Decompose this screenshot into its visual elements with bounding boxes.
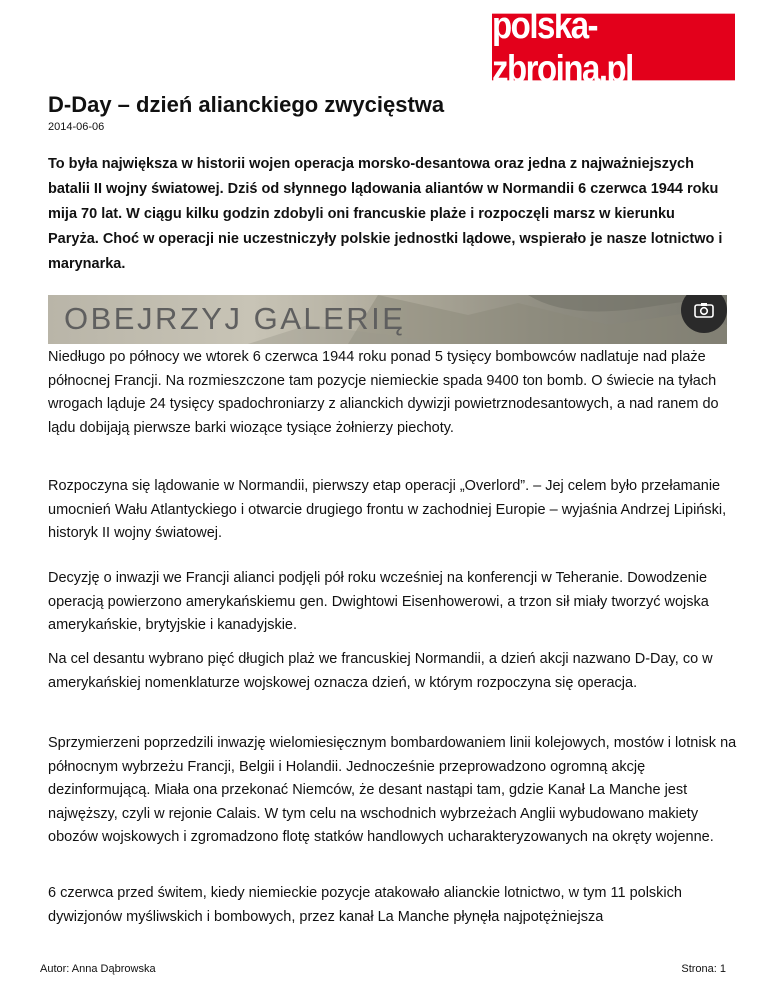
paragraph-4: Na cel desantu wybrano pięć długich plaż we francuskiej Normandii, a dzień akcji nazwano D-Day, co w amerykańskiej nomenklaturze wojskowej oznacza dzień, w którym rozpoczyna się operacja. xyxy=(48,651,713,691)
paragraph-2: Rozpoczyna się lądowanie w Normandii, pierwszy etap operacji „Overlord”. – Jej celem było przełamanie umocnień Wału Atlantyckiego i otwarcie drugiego frontu w zachodniej Europie – wyjaśnia Andrzej Lipiński, historyk II wojny światowej. xyxy=(48,478,727,541)
paragraph-1: Niedługo po północy we wtorek 6 czerwca 1944 roku ponad 5 tysięcy bombowców nadlatuje nad plaże północnej Francji. Na rozmieszczone tam pozycje niemieckie spada 9400 ton bomb. O świecie na tyłach wrogach ląduje 24 tysięcy spadochroniarzy z alianckich dywizji powietrznodesantowych, a nad ranem do lądu dobijają pierwsze barki wiozące tysiące żołnierzy piechoty. xyxy=(48,349,719,436)
footer-author: Autor: Anna Dąbrowska xyxy=(40,963,156,975)
article-title: D-Day – dzień alianckiego zwycięstwa xyxy=(48,92,445,117)
camera-icon xyxy=(694,302,714,318)
paragraph-6: 6 czerwca przed świtem, kiedy niemieckie pozycje atakowało alianckie lotnictwo, w tym 11 polskich dywizjonów myśliwskich i bombowych, przez kanał La Manche płynęła najpotężniejsza xyxy=(48,885,682,925)
footer-divider xyxy=(40,955,730,956)
paragraph-3: Decyzję o inwazji we Francji alianci podjęli pół roku wcześniej na konferencji w Teheranie. Dowodzenie operacją powierzono amerykańskiemu gen. Dwightowi Eisenhowerowi, a trzon sił miały tworzyć wojska amerykańskie, brytyjskie i kanadyjskie. xyxy=(48,570,709,633)
article-lead: To była największa w historii wojen operacja morsko-desantowa oraz jedna z najważniejszych batalii II wojny światowej. Dziś od słynnego lądowania aliantów w Normandii 6 czerwca 1944 roku mija 70 lat. W ciągu kilku godzin zdobyli oni francuskie plaże i rozpoczęli marsz w kierunku Paryża. Choć w operacji nie uczestniczyły polskie jednostki lądowe, wspierało je nasze lotnictwo i marynarka. xyxy=(48,156,723,272)
site-logo-text: polska-zbrojna.pl xyxy=(492,3,633,90)
gallery-label: OBEJRZYJ GALERIĘ xyxy=(64,301,406,336)
gallery-banner[interactable] xyxy=(48,295,727,344)
paragraph-5: Sprzymierzeni poprzedzili inwazję wielomiesięcznym bombardowaniem linii kolejowych, mostów i lotnisk na północnym wybrzeżu Francji, Belgii i Holandii. Jednocześnie przeprowadzono ogromną akcję dezinformującą. Miała ona przekonać Niemców, że desant nastąpi tam, gdzie Kanał La Manche jest najwęższy, czyli w rejonie Calais. W tym celu na wschodnich wybrzeżach Anglii wybudowano makiety obozów wojskowych i zgromadzono flotę statków handlowych ucharakteryzowanych na okręty wojenne. xyxy=(48,735,737,845)
footer-page-number: Strona: 1 xyxy=(681,963,726,975)
article-date: 2014-06-06 xyxy=(48,121,105,133)
site-logo[interactable] xyxy=(492,3,735,90)
